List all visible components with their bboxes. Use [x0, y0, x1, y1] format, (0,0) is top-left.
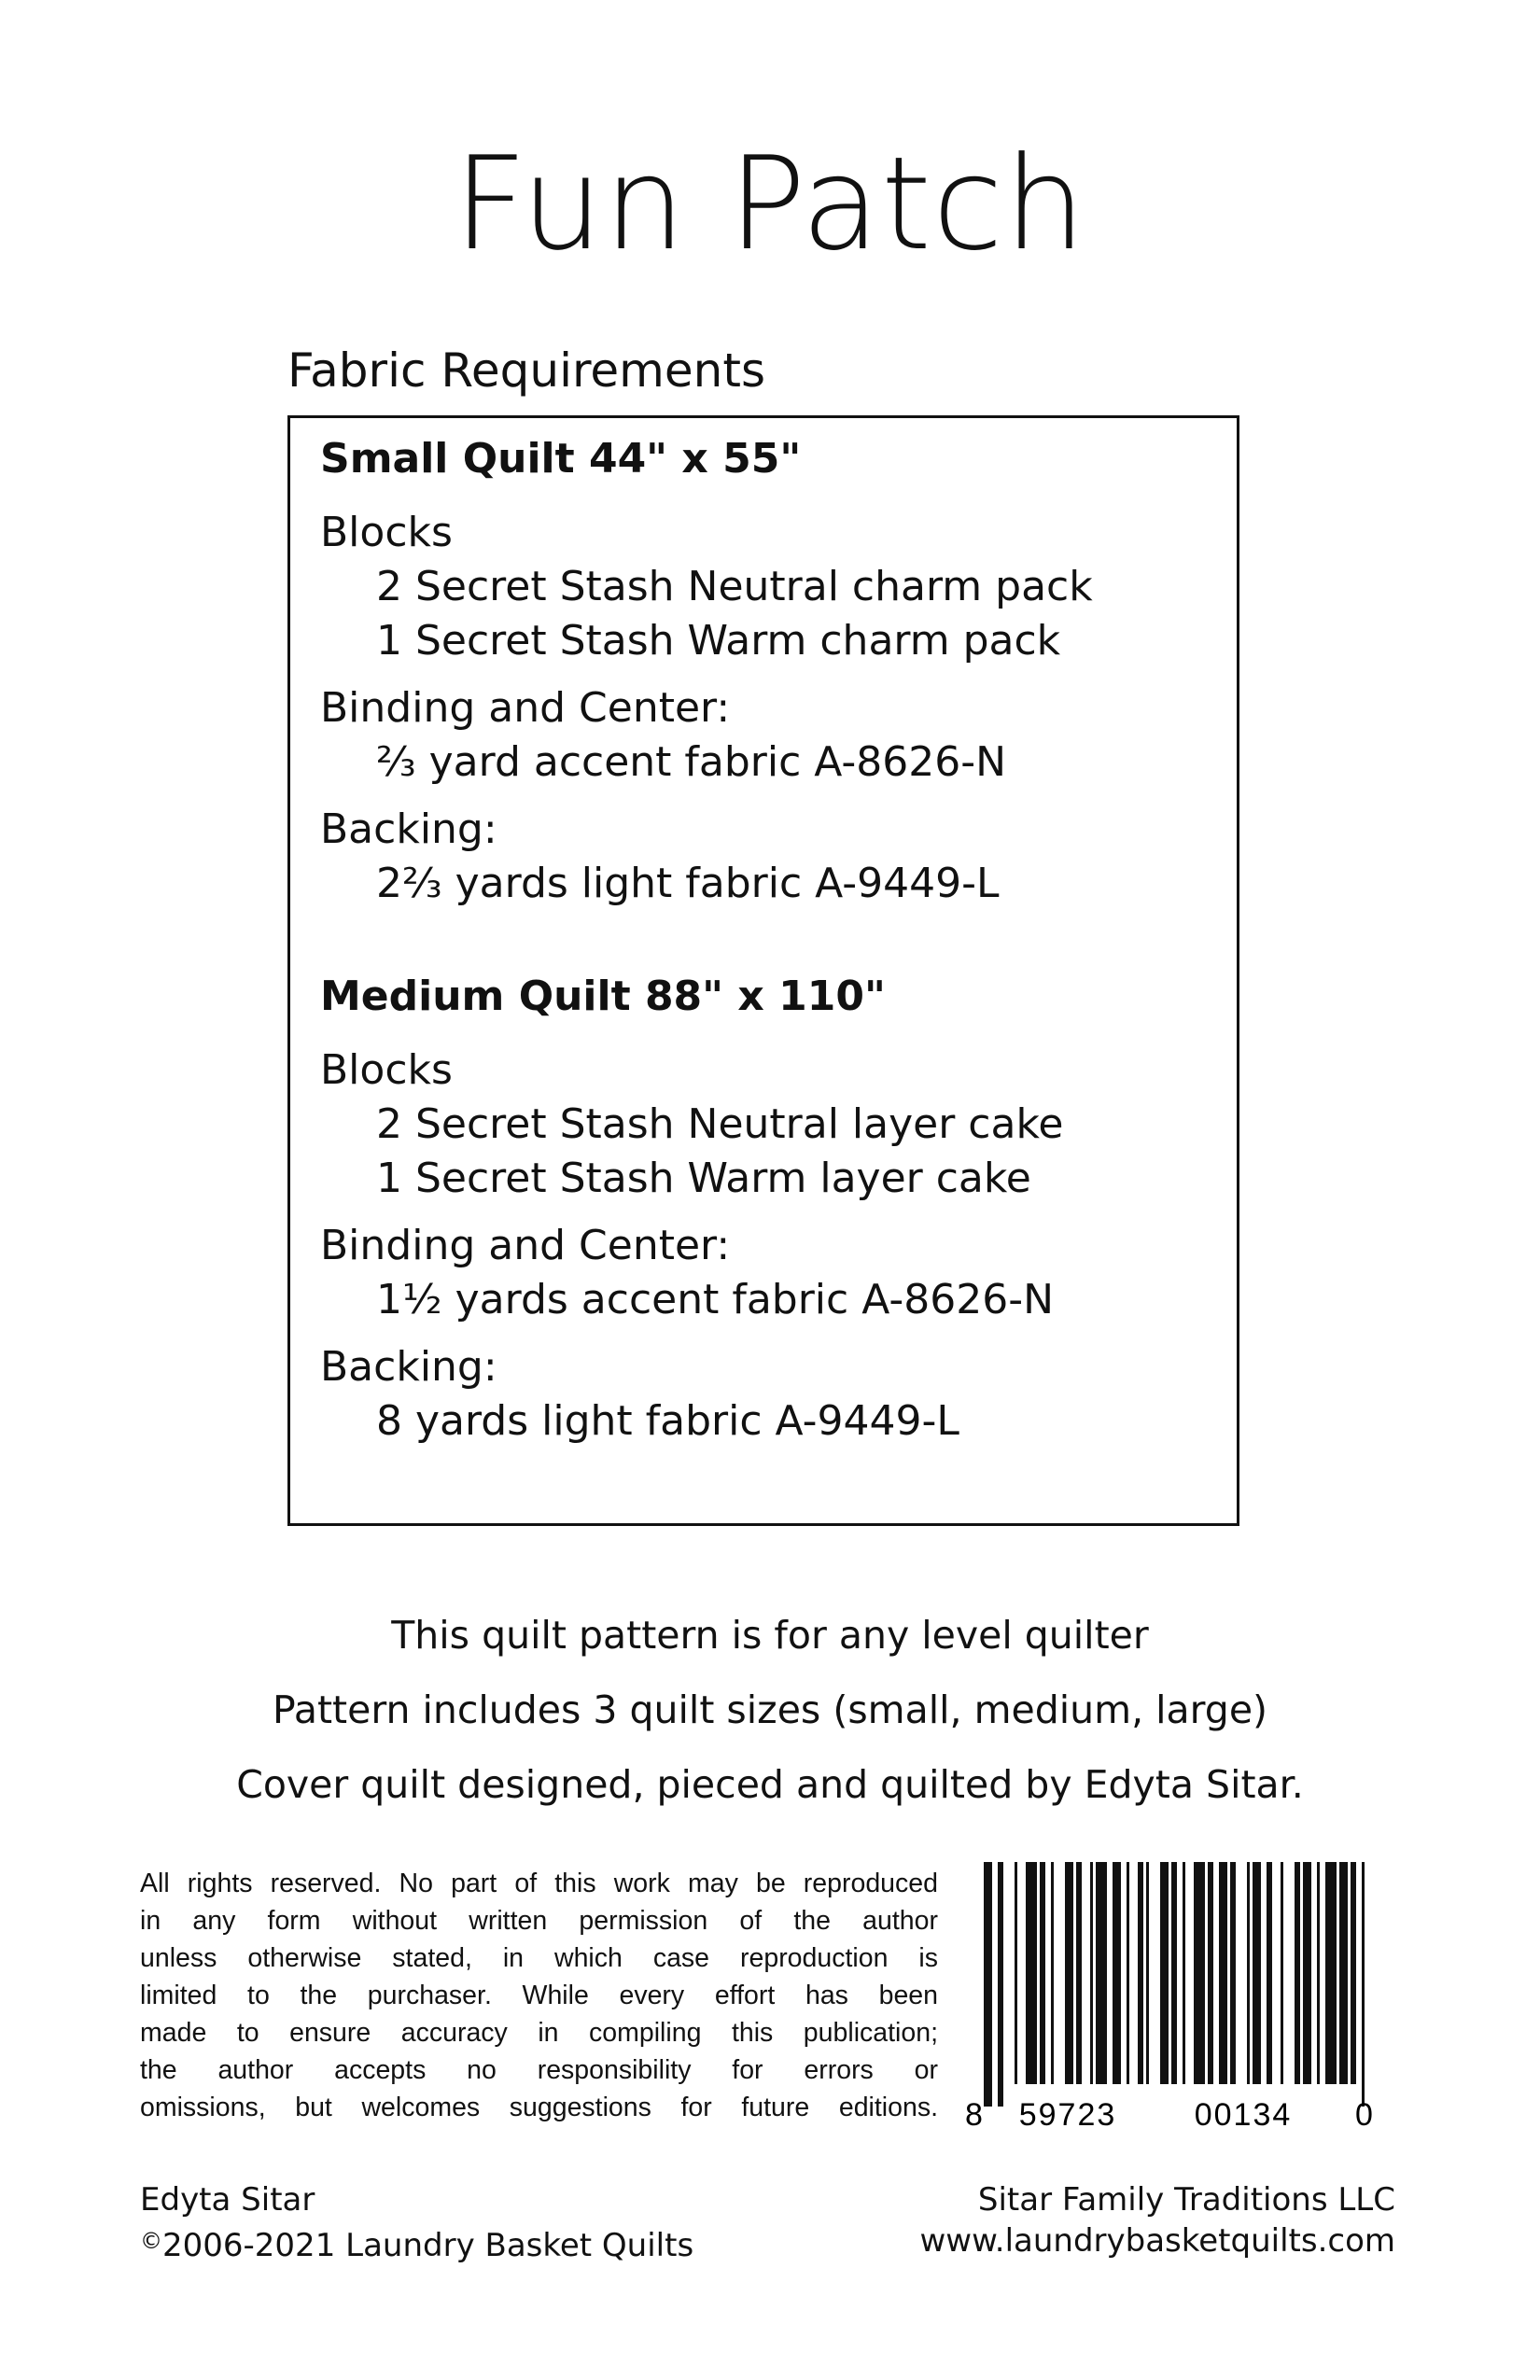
legal-line: omissions, but welcomes suggestions for future editions.	[140, 2093, 938, 2122]
legal-line: unless otherwise stated, in which case reproduction is	[140, 1943, 938, 1973]
barcode-bar	[984, 1862, 992, 2107]
barcode-bar	[1267, 1862, 1272, 2084]
barcode-bar	[1362, 1862, 1365, 2107]
barcode-bar	[1247, 1862, 1250, 2084]
barcode-bar	[1208, 1862, 1213, 2084]
barcode-bar	[1325, 1862, 1337, 2084]
barcode-bar	[1281, 1862, 1283, 2084]
section-title: Small Quilt 44" x 55"	[320, 435, 802, 483]
fabric-requirements-box	[287, 415, 1239, 1526]
barcode-bar	[1096, 1862, 1107, 2084]
barcode-bar	[1113, 1862, 1121, 2084]
note-line: Cover quilt designed, pieced and quilted by Edyta Sitar.	[236, 1762, 1304, 1807]
barcode-bar	[1146, 1862, 1149, 2084]
barcode-trail-digit: 0	[1355, 2097, 1373, 2133]
requirement-group	[320, 1043, 1237, 1206]
barcode-bar	[1065, 1862, 1073, 2084]
page-title: Fun Patch	[453, 129, 1087, 279]
legal-notice	[140, 1865, 938, 2126]
group-label: Backing:	[320, 1343, 497, 1391]
fabric-requirements-heading: Fabric Requirements	[287, 343, 765, 398]
requirement-item: 2 Secret Stash Neutral charm pack	[376, 563, 1093, 610]
note-line: Pattern includes 3 quilt sizes (small, medium, large)	[272, 1687, 1268, 1732]
barcode-bar	[1351, 1862, 1356, 2084]
barcode-bar	[1076, 1862, 1082, 2084]
requirement-item: 2⅔ yards light fabric A-9449-L	[376, 860, 1000, 907]
medium-quilt-section	[320, 973, 1237, 1449]
requirement-group	[320, 803, 1237, 911]
requirement-item: 8 yards light fabric A-9449-L	[376, 1397, 959, 1445]
barcode-bar	[1183, 1862, 1185, 2084]
small-quilt-section	[320, 435, 1237, 911]
requirement-item: ⅔ yard accent fabric A-8626-N	[376, 738, 1007, 786]
barcode	[963, 1862, 1374, 2133]
requirement-item: 1 Secret Stash Warm charm pack	[376, 617, 1061, 665]
barcode-bar	[1317, 1862, 1320, 2084]
legal-line: made to ensure accuracy in compiling this publication;	[140, 2018, 938, 2048]
barcode-bar	[1051, 1862, 1054, 2084]
barcode-bar	[1160, 1862, 1169, 2084]
note-line: This quilt pattern is for any level quilter	[391, 1613, 1149, 1658]
copyright-symbol: ©	[140, 2228, 162, 2254]
company-name: Sitar Family Traditions LLC	[977, 2181, 1395, 2219]
group-label: Binding and Center:	[320, 1222, 731, 1269]
requirement-group	[320, 1219, 1237, 1327]
barcode-bar	[1295, 1862, 1300, 2084]
group-label: Binding and Center:	[320, 684, 731, 732]
website-link[interactable]: www.laundrybasketquilts.com	[919, 2222, 1395, 2260]
section-title: Medium Quilt 88" x 110"	[320, 973, 886, 1020]
group-label: Blocks	[320, 509, 453, 556]
footer-right	[919, 2179, 1395, 2261]
group-label: Blocks	[320, 1046, 453, 1094]
barcode-bar	[1303, 1862, 1311, 2084]
group-label: Backing:	[320, 805, 497, 853]
requirement-item: 1½ yards accent fabric A-8626-N	[376, 1276, 1054, 1323]
barcode-bar	[1040, 1862, 1045, 2084]
barcode-bar	[1090, 1862, 1093, 2084]
barcode-bar	[998, 1862, 1003, 2107]
barcode-bar	[1127, 1862, 1129, 2084]
requirement-group	[320, 1340, 1237, 1449]
legal-line: All rights reserved. No part of this work may be reproduced	[140, 1869, 938, 1898]
copyright-text: 2006-2021 Laundry Basket Quilts	[162, 2227, 694, 2264]
barcode-bar	[1171, 1862, 1177, 2084]
footer-left	[140, 2179, 693, 2266]
requirement-item: 2 Secret Stash Neutral layer cake	[376, 1100, 1064, 1148]
barcode-left-digits: 59723	[1018, 2097, 1117, 2133]
pattern-notes	[0, 1598, 1540, 1822]
barcode-bars	[984, 1862, 1365, 2107]
barcode-lead-digit: 8	[965, 2097, 983, 2133]
barcode-bar	[1194, 1862, 1205, 2084]
barcode-bar	[1219, 1862, 1227, 2084]
barcode-right-digits: 00134	[1194, 2097, 1293, 2133]
barcode-bar	[1230, 1862, 1236, 2084]
requirement-item: 1 Secret Stash Warm layer cake	[376, 1155, 1031, 1202]
legal-line: limited to the purchaser. While every effort has been	[140, 1981, 938, 2010]
barcode-bar	[1026, 1862, 1037, 2084]
legal-line: the author accepts no responsibility for errors or	[140, 2055, 938, 2085]
legal-line: in any form without written permission of the author	[140, 1906, 938, 1936]
barcode-bar	[1138, 1862, 1143, 2084]
requirement-group	[320, 681, 1237, 790]
requirement-group	[320, 506, 1237, 668]
barcode-bar	[1253, 1862, 1261, 2084]
author-name: Edyta Sitar	[140, 2181, 315, 2219]
barcode-bar	[1339, 1862, 1348, 2084]
copyright-line	[140, 2220, 693, 2266]
barcode-bar	[1015, 1862, 1017, 2084]
